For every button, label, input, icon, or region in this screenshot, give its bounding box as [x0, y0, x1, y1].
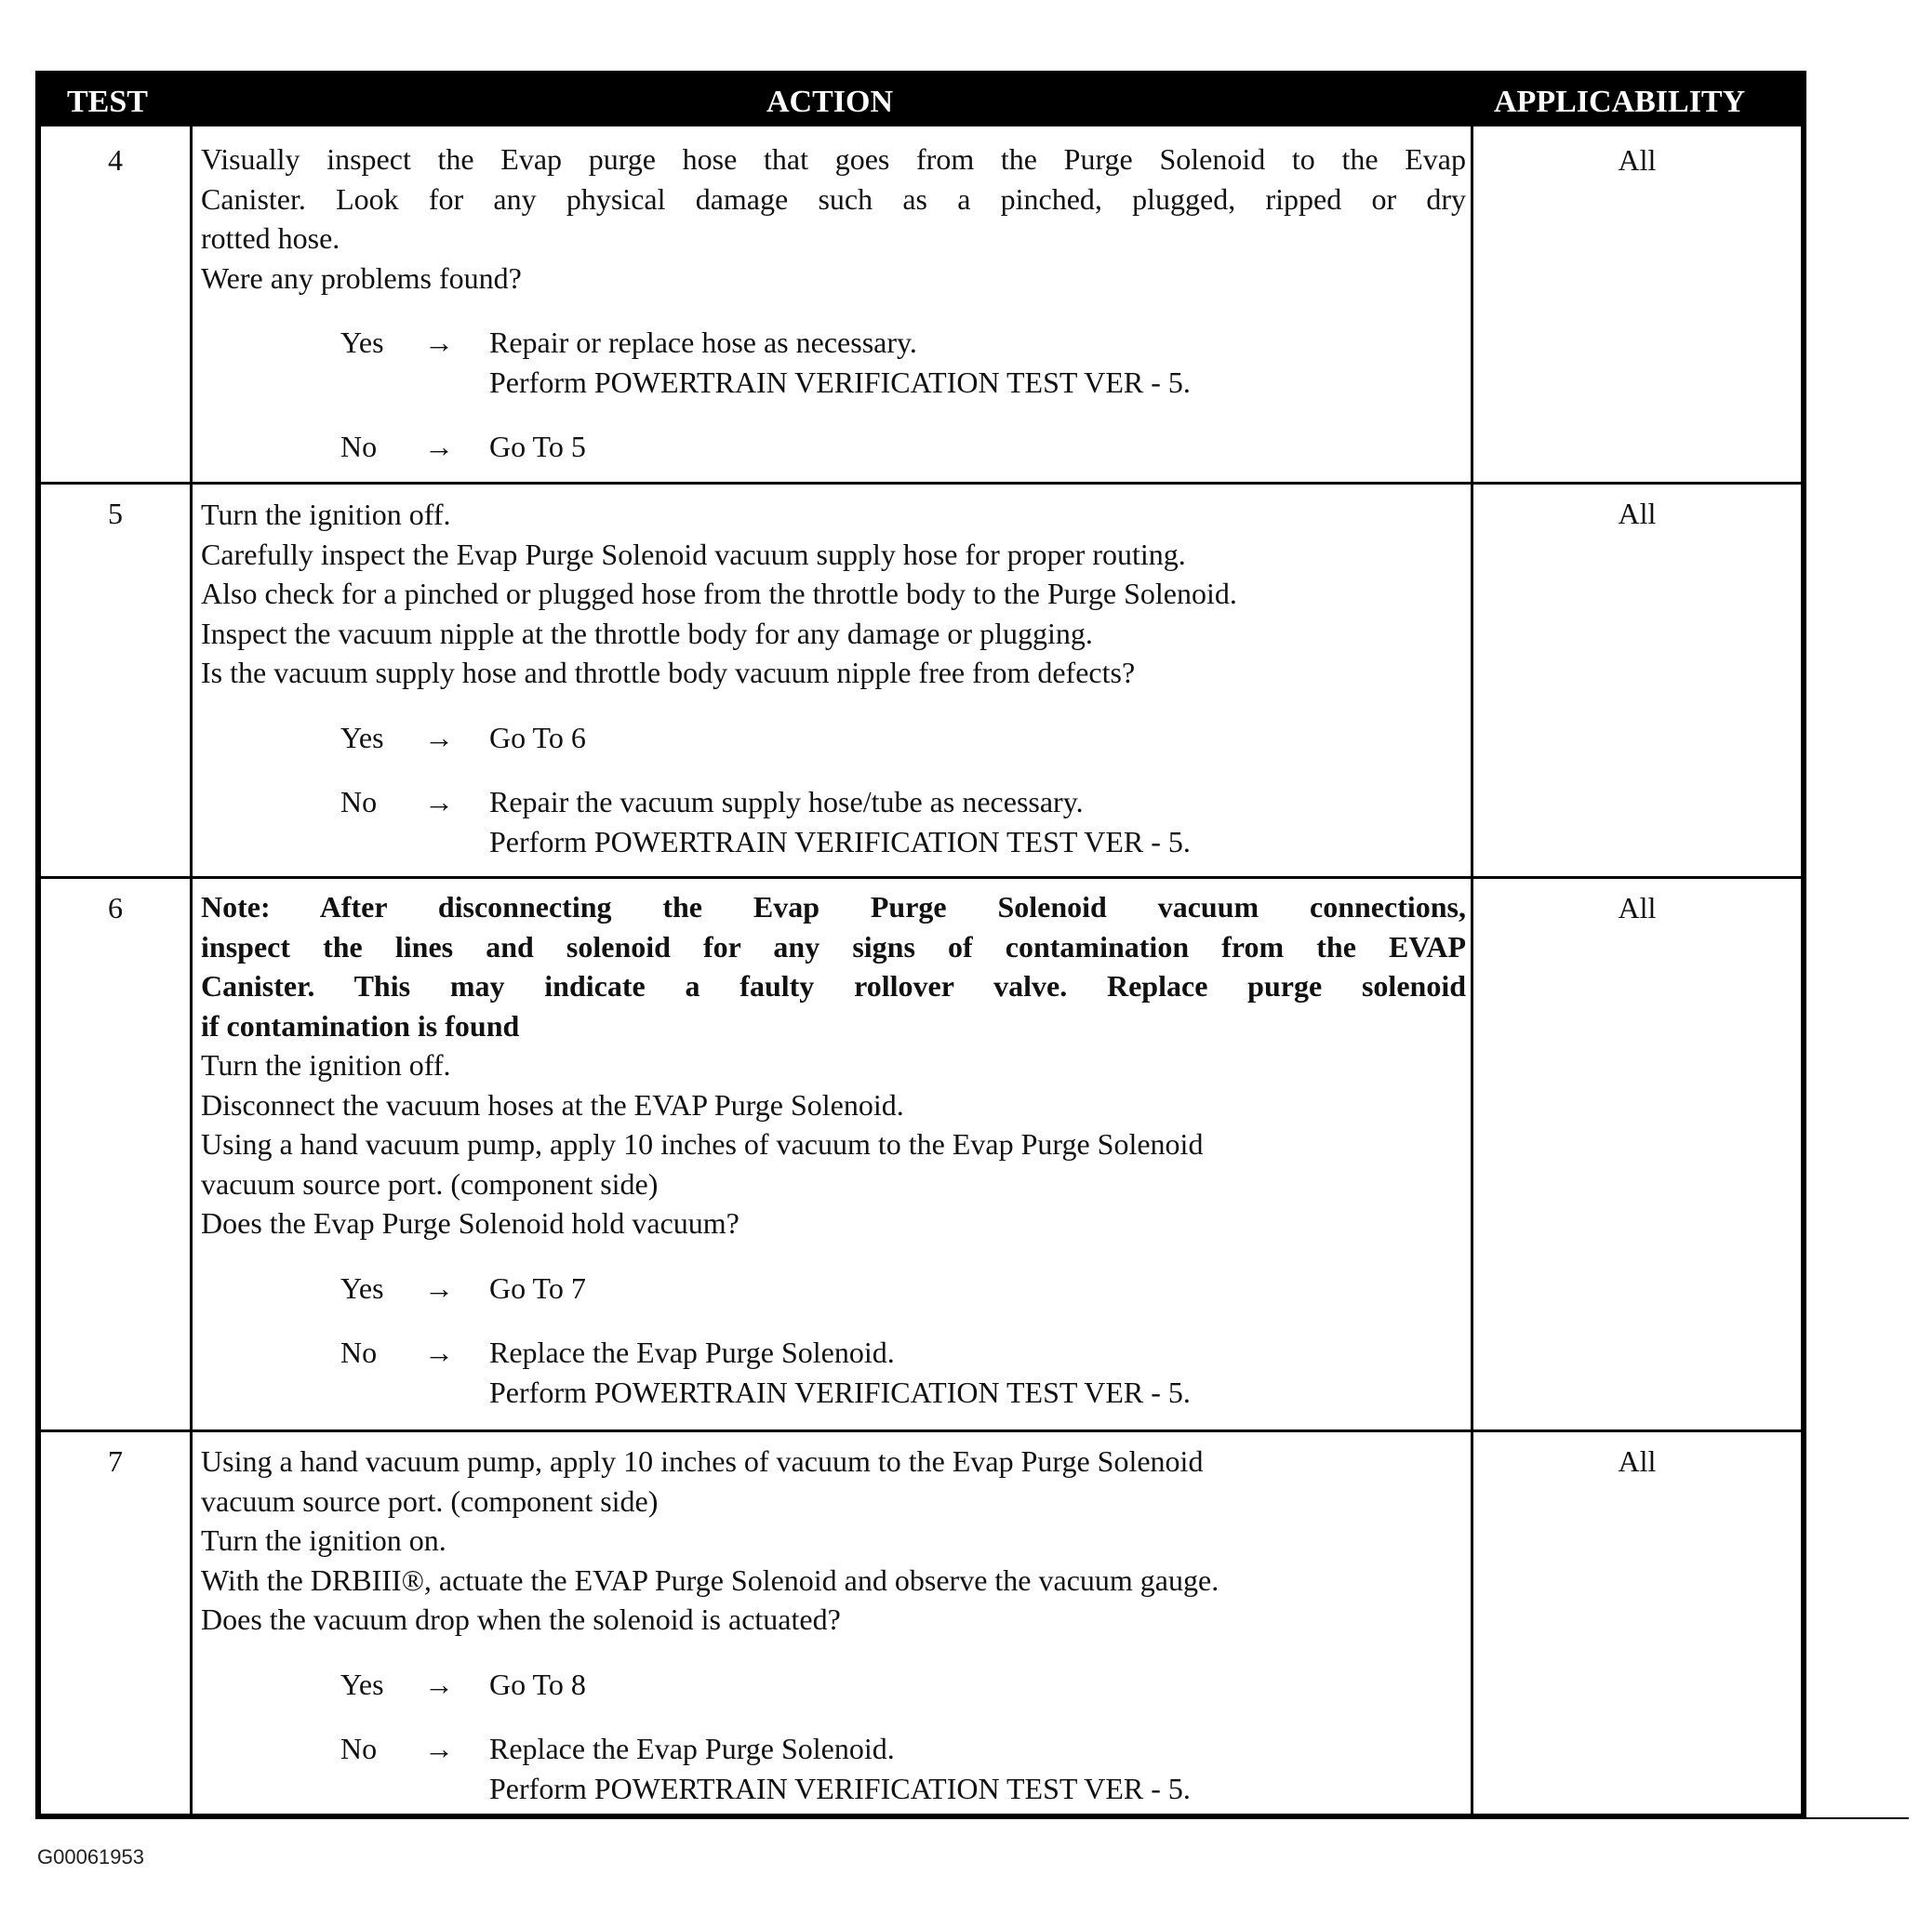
action-line: Turn the ignition on. — [201, 1523, 446, 1557]
test-number: 7 — [108, 1444, 123, 1478]
applicability: All — [1618, 1444, 1657, 1478]
yes-response: Yes → Go To 6 — [201, 718, 1466, 758]
action-line: Canister. Look for any physical damage such as a pinched, plugged, ripped or dry — [201, 181, 1466, 216]
rule-line — [1806, 1817, 1909, 1819]
test-number: 5 — [108, 497, 123, 530]
applicability: All — [1618, 891, 1657, 924]
action-cell — [201, 495, 1466, 861]
test-number: 4 — [108, 143, 123, 177]
action-line: Does the Evap Purge Solenoid hold vacuum? — [201, 1206, 739, 1240]
action-line: Visually inspect the Evap purge hose that goes from the Purge Solenoid to the Evap — [201, 142, 1466, 176]
row-divider — [41, 876, 1801, 879]
column-divider — [190, 126, 193, 1814]
response-text: Perform POWERTRAIN VERIFICATION TEST VER - 5. — [489, 365, 1191, 399]
action-cell — [201, 887, 1466, 1412]
arrow-icon: → — [424, 785, 454, 818]
action-line: Also check for a pinched or plugged hose from the throttle body to the Purge Solenoid. — [201, 577, 1237, 610]
action-line: Were any problems found? — [201, 260, 522, 295]
arrow-icon: → — [424, 720, 454, 754]
table-header — [41, 76, 1801, 126]
no-response: No → Go To 5 — [201, 427, 1466, 467]
action-line: Using a hand vacuum pump, apply 10 inches of vacuum to the Evap Purge Solenoid — [201, 1127, 1204, 1161]
response-text: Perform POWERTRAIN VERIFICATION TEST VER - 5. — [489, 1771, 1191, 1805]
header-action: ACTION — [766, 85, 894, 119]
header-test: TEST — [67, 85, 148, 119]
arrow-icon: → — [424, 430, 454, 463]
row-divider — [41, 1429, 1801, 1432]
yes-response: Yes → Repair or replace hose as necessary. — [201, 323, 1466, 363]
action-cell — [201, 140, 1466, 467]
action-line: Disconnect the vacuum hoses at the EVAP Purge Solenoid. — [201, 1087, 904, 1122]
note-line: inspect the lines and solenoid for any signs of contamination from the EVAP — [201, 929, 1466, 964]
action-line: rotted hose. — [201, 221, 340, 255]
yes-response: Yes → Go To 7 — [201, 1269, 1466, 1309]
action-line: vacuum source port. (component side) — [201, 1483, 659, 1518]
no-response: No → Replace the Evap Purge Solenoid. — [201, 1729, 1466, 1769]
response-text: Perform POWERTRAIN VERIFICATION TEST VER - 5. — [489, 824, 1191, 858]
note-line: Note: After disconnecting the Evap Purge Solenoid vacuum connections, — [201, 890, 1466, 924]
no-response: No → Repair the vacuum supply hose/tube as necessary. — [201, 782, 1466, 822]
note-line: Canister. This may indicate a faulty rollover valve. Replace purge solenoid — [201, 969, 1466, 1003]
action-line: Using a hand vacuum pump, apply 10 inches of vacuum to the Evap Purge Solenoid — [201, 1444, 1204, 1478]
applicability: All — [1618, 497, 1657, 530]
action-line: Carefully inspect the Evap Purge Solenoid vacuum supply hose for proper routing. — [201, 537, 1186, 571]
action-line: Turn the ignition off. — [201, 1048, 451, 1082]
header-applicability: APPLICABILITY — [1494, 85, 1746, 119]
column-divider — [1471, 126, 1473, 1814]
action-line: Does the vacuum drop when the solenoid is actuated? — [201, 1602, 841, 1636]
applicability: All — [1618, 143, 1657, 177]
test-table — [35, 71, 1806, 1819]
yes-response: Yes → Go To 8 — [201, 1665, 1466, 1705]
action-line: Inspect the vacuum nipple at the throttle body for any damage or plugging. — [201, 616, 1093, 650]
note-line: if contamination is found — [201, 1008, 520, 1043]
figure-code: G00061953 — [37, 1845, 144, 1868]
arrow-icon: → — [424, 1732, 454, 1765]
action-cell — [201, 1442, 1466, 1808]
arrow-icon: → — [424, 1270, 454, 1305]
arrow-icon: → — [424, 326, 454, 359]
action-line: With the DRBIII®, actuate the EVAP Purge Solenoid and observe the vacuum gauge. — [201, 1562, 1219, 1597]
test-number: 6 — [108, 891, 123, 924]
no-response: No → Replace the Evap Purge Solenoid. — [201, 1333, 1466, 1373]
action-line: vacuum source port. (component side) — [201, 1166, 659, 1201]
arrow-icon: → — [424, 1667, 454, 1701]
row-divider — [41, 482, 1801, 485]
response-text: Perform POWERTRAIN VERIFICATION TEST VER - 5. — [489, 1375, 1191, 1409]
action-line: Turn the ignition off. — [201, 498, 451, 531]
action-line: Is the vacuum supply hose and throttle body vacuum nipple free from defects? — [201, 656, 1136, 689]
arrow-icon: → — [424, 1336, 454, 1369]
